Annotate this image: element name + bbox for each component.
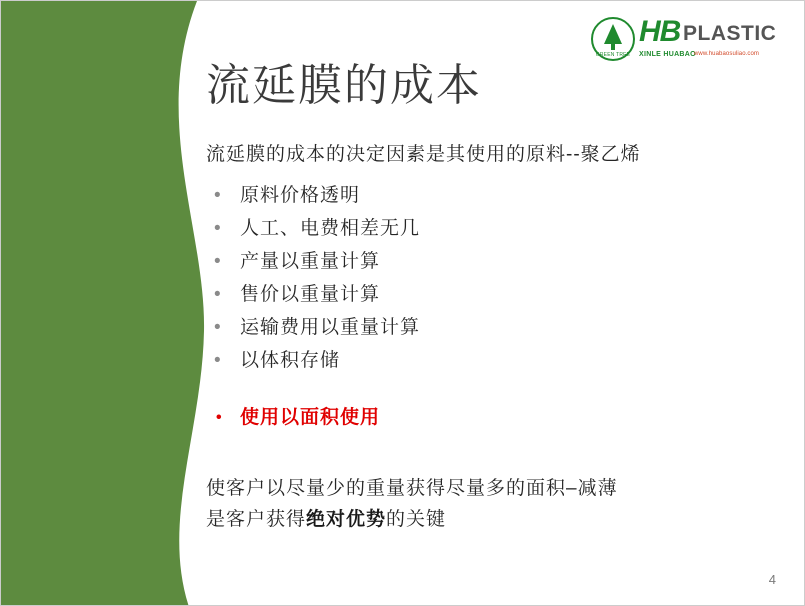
- closing-line-2: [206, 504, 766, 535]
- closing-line-1: 使客户以尽量少的重量获得尽量多的面积–减薄: [206, 478, 618, 499]
- bullet-list: [206, 179, 766, 377]
- highlight-label: 使用以面积使用: [240, 407, 381, 428]
- list-item-label: 人工、电费相差无几: [240, 218, 421, 239]
- highlight-bullet: [206, 403, 766, 433]
- closing-line-2-prefix: 是客户获得: [206, 509, 307, 530]
- list-item-label: 运输费用以重量计算: [240, 317, 421, 338]
- slide-body: [206, 141, 766, 535]
- list-item: [206, 311, 766, 344]
- lead-text: 流延膜的成本的决定因素是其使用的原料--聚乙烯: [206, 144, 641, 165]
- company-logo: [591, 15, 786, 73]
- page-title: 流延膜的成本: [206, 61, 482, 110]
- list-item: [206, 278, 766, 311]
- closing-line-2-suffix: 的关键: [386, 509, 447, 530]
- bullet-dot-icon: •: [214, 284, 222, 305]
- bullet-dot-icon: •: [214, 317, 222, 338]
- list-item-label: 售价以重量计算: [240, 284, 381, 305]
- bullet-dot-icon: •: [214, 185, 222, 206]
- decorative-green-band: [1, 1, 216, 606]
- logo-brand-suffix: PLASTIC: [683, 22, 777, 45]
- closing-text: [206, 473, 766, 535]
- closing-line-2-bold: 绝对优势: [306, 509, 387, 530]
- bullet-dot-icon: •: [214, 218, 222, 239]
- list-item: [206, 344, 766, 377]
- list-item: [206, 179, 766, 212]
- list-item-label: 产量以重量计算: [240, 251, 381, 272]
- bullet-dot-icon: •: [216, 409, 223, 426]
- list-item: [206, 245, 766, 278]
- list-item-label: 原料价格透明: [240, 185, 361, 206]
- tree-icon: [591, 17, 635, 61]
- logo-subtitle-right: www.huabaosuliao.com: [694, 51, 760, 57]
- logo-mark-text: GREEN TREE: [595, 52, 631, 58]
- logo-brand: HB: [639, 15, 681, 48]
- list-item: [206, 212, 766, 245]
- logo-subtitle-left: XINLE HUABAO: [639, 51, 696, 58]
- list-item-label: 以体积存储: [240, 350, 341, 371]
- bullet-dot-icon: •: [214, 251, 222, 272]
- page-number: 4: [768, 572, 776, 587]
- bullet-dot-icon: •: [214, 350, 222, 371]
